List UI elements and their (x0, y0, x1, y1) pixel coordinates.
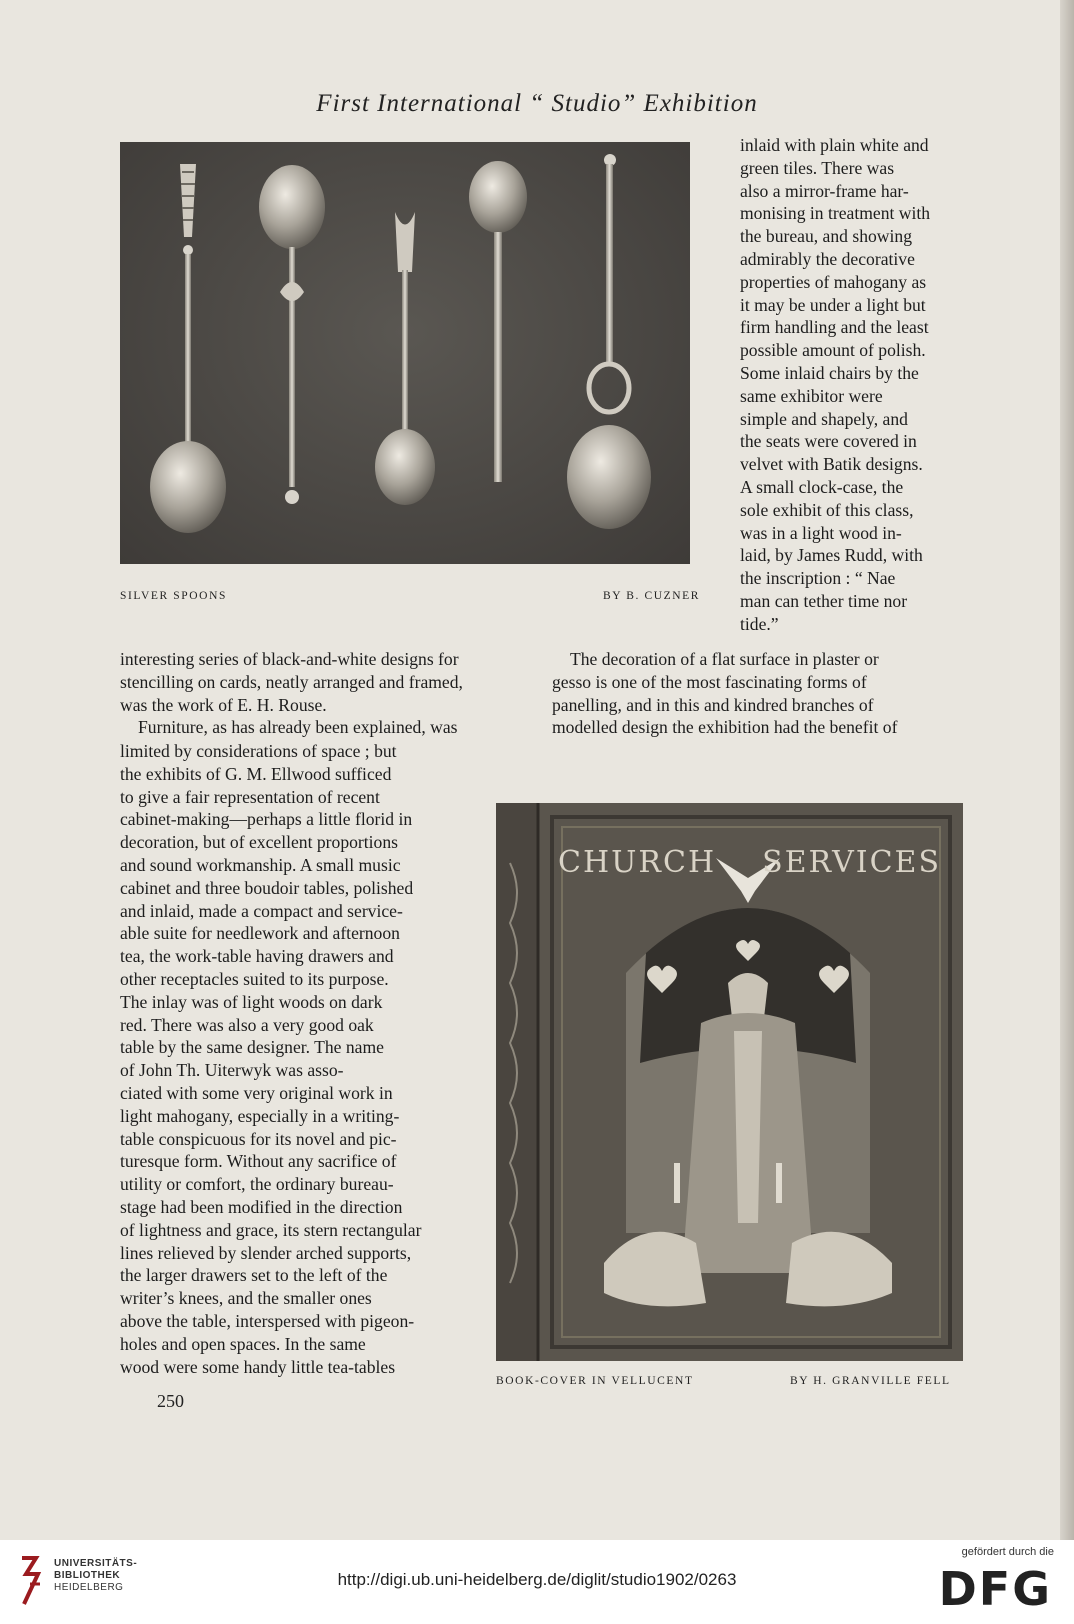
page-edge-shadow (1060, 0, 1074, 1540)
funding-label: gefördert durch die (961, 1546, 1054, 1558)
cover-title-left: CHURCH (558, 845, 717, 880)
text-line: was the work of E. H. Rouse. (120, 694, 327, 715)
dfg-logo: DFG (938, 1562, 1052, 1616)
spoons-caption-credit: BY B. CUZNER (603, 590, 701, 602)
right-column-top (740, 134, 960, 636)
text-line: utility or comfort, the ordinary bureau- (120, 1174, 394, 1195)
text-line: cabinet-making—perhaps a little florid in (120, 809, 413, 830)
book-caption-title: BOOK-COVER IN VELLUCENT (496, 1375, 694, 1387)
digitization-footer (0, 1540, 1074, 1624)
spoon-3 (375, 212, 435, 505)
text-line: laid, by James Rudd, with (740, 545, 923, 566)
text-line: limited by considerations of space ; but (120, 741, 397, 761)
text-line: Furniture, as has already been explained, was (138, 717, 458, 738)
text-line: other receptacles suited to its purpose. (120, 968, 389, 989)
silver-spoons-photo (120, 142, 690, 564)
text-line: man can tether time nor (740, 590, 908, 611)
text-line: The inlay was of light woods on dark (120, 991, 383, 1012)
text-line: red. There was also a very good oak (120, 1014, 374, 1035)
text-line: decoration, but of excellent proportions (120, 832, 398, 853)
text-line: A small clock-case, the (740, 476, 904, 497)
text-line: The decoration of a flat surface in plaster or (570, 649, 879, 669)
text-line: holes and open spaces. In the same (120, 1333, 366, 1354)
text-line: it may be under a light but (740, 294, 926, 315)
text-line: admirably the decorative (740, 248, 915, 269)
spoons-caption-title: SILVER SPOONS (120, 590, 227, 602)
left-column-wide (120, 648, 528, 739)
text-line: of John Th. Uiterwyk was asso- (120, 1060, 344, 1081)
text-line: gesso is one of the most fascinating forms of (552, 671, 867, 692)
text-line: panelling, and in this and kindred branches of (552, 694, 874, 715)
text-line: interesting series of black-and-white designs for (120, 649, 459, 669)
text-line: simple and shapely, and (740, 408, 908, 429)
text-line: the seats were covered in (740, 431, 917, 452)
page-number: 250 (157, 1391, 184, 1411)
source-url-link[interactable]: http://digi.ub.uni-heidelberg.de/diglit/studio1902/0263 (337, 1570, 737, 1589)
text-line: lines relieved by slender arched supports, (120, 1242, 412, 1263)
text-line: stencilling on cards, neatly arranged and framed, (120, 671, 463, 692)
text-line: was in a light wood in- (740, 522, 902, 543)
text-line: properties of mahogany as (740, 271, 927, 292)
text-line: the bureau, and showing (740, 226, 912, 247)
text-line: stage had been modified in the direction (120, 1196, 403, 1217)
text-line: cabinet and three boudoir tables, polished (120, 877, 414, 898)
right-column-wide (552, 648, 960, 739)
text-line: wood were some handy little tea-tables (120, 1356, 396, 1377)
text-line: same exhibitor were (740, 385, 883, 406)
cover-title-right: SERVICES (762, 845, 941, 880)
text-line: writer’s knees, and the smaller ones (120, 1288, 372, 1309)
spoon-2 (259, 165, 325, 504)
text-line: monising in treatment with (740, 203, 931, 224)
text-line: to give a fair representation of recent (120, 786, 380, 807)
book-caption-credit: BY H. GRANVILLE FELL (790, 1375, 951, 1387)
text-line: table by the same designer. The name (120, 1037, 384, 1058)
library-line: BIBLIOTHEK (54, 1570, 121, 1581)
text-line: Some inlaid chairs by the (740, 362, 919, 383)
text-line: and inlaid, made a compact and service- (120, 900, 403, 921)
library-line: HEIDELBERG (54, 1582, 124, 1593)
spoons-illustration (120, 142, 690, 564)
library-line: UNIVERSITÄTS- (54, 1558, 138, 1569)
text-line: above the table, interspersed with pigeon- (120, 1310, 415, 1331)
text-line: velvet with Batik designs. (740, 454, 923, 475)
text-line: inlaid with plain white and (740, 135, 929, 155)
spoon-4 (469, 161, 527, 482)
text-line: the larger drawers set to the left of the (120, 1265, 388, 1286)
text-line: also a mirror-frame har- (740, 180, 909, 201)
running-head: First International “ Studio” Exhibition (316, 90, 758, 117)
text-line: the exhibits of G. M. Ellwood sufficed (120, 763, 392, 784)
text-line: tide.” (740, 613, 779, 634)
left-column-narrow (120, 740, 446, 1378)
text-line: tea, the work-table having drawers and (120, 946, 394, 967)
spoon-5 (567, 154, 651, 529)
text-line: light mahogany, especially in a writing- (120, 1105, 400, 1126)
book-cover-illustration (496, 803, 963, 1361)
text-line: sole exhibit of this class, (740, 499, 914, 520)
book-cover-photo (496, 803, 963, 1361)
text-line: of lightness and grace, its stern rectangular (120, 1219, 422, 1240)
text-line: modelled design the exhibition had the benefit of (552, 717, 898, 738)
text-line: possible amount of polish. (740, 340, 926, 361)
spoon-1 (150, 164, 226, 533)
text-line: firm handling and the least (740, 317, 929, 338)
text-line: and sound workmanship. A small music (120, 854, 401, 875)
text-line: green tiles. There was (740, 157, 895, 178)
text-line: turesque form. Without any sacrifice of (120, 1151, 397, 1172)
text-line: table conspicuous for its novel and pic- (120, 1128, 397, 1149)
text-line: the inscription : “ Nae (740, 568, 896, 589)
text-line: ciated with some very original work in (120, 1082, 393, 1103)
text-line: able suite for needlework and afternoon (120, 923, 400, 944)
